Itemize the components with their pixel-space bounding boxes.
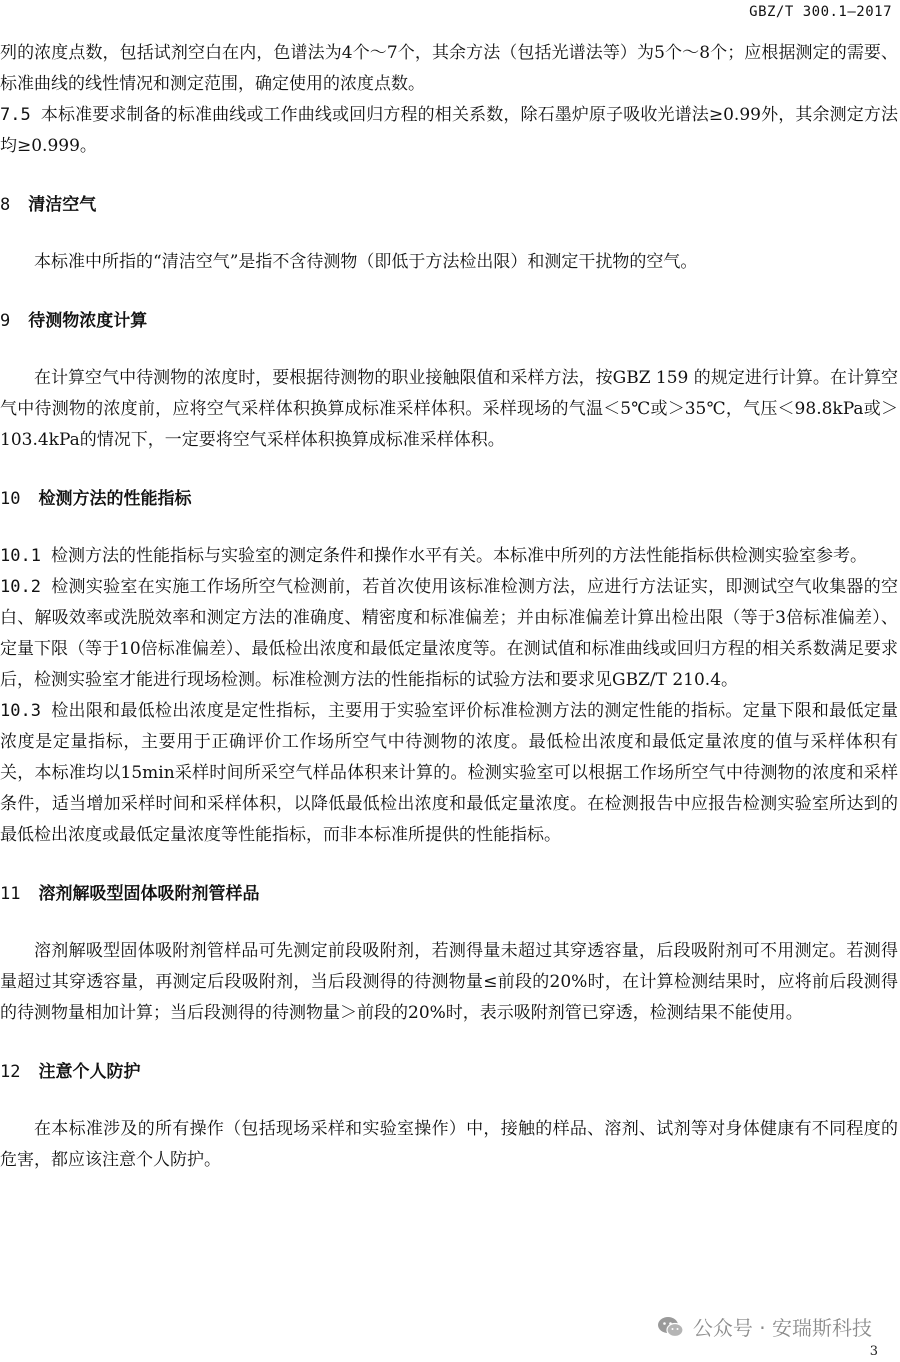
document-body	[0, 38, 898, 1176]
wechat-icon	[657, 1315, 685, 1339]
clause-text: 本标准要求制备的标准曲线或工作曲线或回归方程的相关系数，除石墨炉原子吸收光谱法≥0.99外，其余测定方法均≥0.999。	[0, 105, 898, 156]
watermark-text: 公众号 · 安瑞斯科技	[692, 1316, 872, 1340]
section-heading-9	[0, 306, 898, 337]
clause-number: 10.3	[0, 701, 41, 721]
section-11-text: 溶剂解吸型固体吸附剂管样品可先测定前段吸附剂，若测得量未超过其穿透容量，后段吸附剂可不用测定。若测得量超过其穿透容量，再测定后段吸附剂，当后段测得的待测物量≤前段的20%时，在计算检测结果时，应将前后段测得的待测物量相加计算；当后段测得的待测物量＞前段的20%时，表示吸附剂管已穿透，检测结果不能使用。	[0, 941, 898, 1023]
standard-code: GBZ/T 300.1—2017	[749, 4, 892, 20]
section-number: 12	[0, 1062, 21, 1082]
clause-text: 检测方法的性能指标与实验室的测定条件和操作水平有关。本标准中所列的方法性能指标供检测实验室参考。	[50, 546, 867, 566]
section-number: 11	[0, 884, 21, 904]
clause-10-3	[0, 696, 898, 851]
section-title: 检测方法的性能指标	[38, 489, 192, 509]
clause-number: 10.2	[0, 577, 41, 597]
section-9-text: 在计算空气中待测物的浓度时，要根据待测物的职业接触限值和采样方法，按GBZ 159 的规定进行计算。在计算空气中待测物的浓度前，应将空气采样体积换算成标准采样体积。采样现场的气温＜5℃或＞35℃，气压＜98.8kPa或＞103.4kPa的情况下，一定要将空气采样体积换算成标准采样体积。	[0, 368, 898, 450]
section-title: 清洁空气	[28, 195, 97, 215]
clause-number: 7.5	[0, 105, 31, 125]
section-title: 注意个人防护	[38, 1062, 141, 1082]
clause-text: 检出限和最低检出浓度是定性指标，主要用于实验室评价标准检测方法的测定性能的指标。定量下限和最低定量浓度是定量指标，主要用于正确评价工作场所空气中待测物的浓度。最低检出浓度和最低定量浓度的值与采样体积有关，本标准均以15min采样时间所采空气样品体积来计算的。检测实验室可以根据工作场所空气中待测物的浓度和采样条件，适当增加采样时间和采样体积，以降低最低检出浓度和最低定量浓度。在检测报告中应报告检测实验室所达到的最低检出浓度或最低定量浓度等性能指标，而非本标准所提供的性能指标。	[0, 701, 898, 845]
page-number: 3	[869, 1344, 878, 1359]
section-title: 待测物浓度计算	[28, 311, 148, 331]
section-number: 10	[0, 489, 21, 509]
clause-number: 10.1	[0, 546, 41, 566]
section-heading-8	[0, 190, 898, 221]
wechat-watermark	[657, 1312, 872, 1341]
section-heading-11	[0, 879, 898, 910]
section-8-text: 本标准中所指的“清洁空气”是指不含待测物（即低于方法检出限）和测定干扰物的空气。	[34, 252, 698, 272]
paragraph-continued: 列的浓度点数，包括试剂空白在内，色谱法为4个～7个，其余方法（包括光谱法等）为5个～8个；应根据测定的需要、标准曲线的线性情况和测定范围，确定使用的浓度点数。	[0, 43, 898, 94]
section-12-text: 在本标准涉及的所有操作（包括现场采样和实验室操作）中，接触的样品、溶剂、试剂等对身体健康有不同程度的危害，都应该注意个人防护。	[0, 1119, 898, 1170]
clause-text: 检测实验室在实施工作场所空气检测前，若首次使用该标准检测方法，应进行方法证实，即测试空气收集器的空白、解吸效率或洗脱效率和测定方法的准确度、精密度和标准偏差；并由标准偏差计算出检出限（等于3倍标准偏差）、定量下限（等于10倍标准偏差）、最低检出浓度和最低定量浓度等。在测试值和标准曲线或回归方程的相关系数满足要求后，检测实验室才能进行现场检测。标准检测方法的性能指标的试验方法和要求见GBZ/T 210.4。	[0, 577, 898, 690]
section-title: 溶剂解吸型固体吸附剂管样品	[38, 884, 260, 904]
section-heading-12	[0, 1057, 898, 1088]
section-heading-10	[0, 484, 898, 515]
section-number: 8	[0, 195, 11, 215]
clause-10-1	[0, 541, 898, 572]
clause-10-2	[0, 572, 898, 696]
clause-7-5	[0, 100, 898, 162]
section-number: 9	[0, 311, 11, 331]
